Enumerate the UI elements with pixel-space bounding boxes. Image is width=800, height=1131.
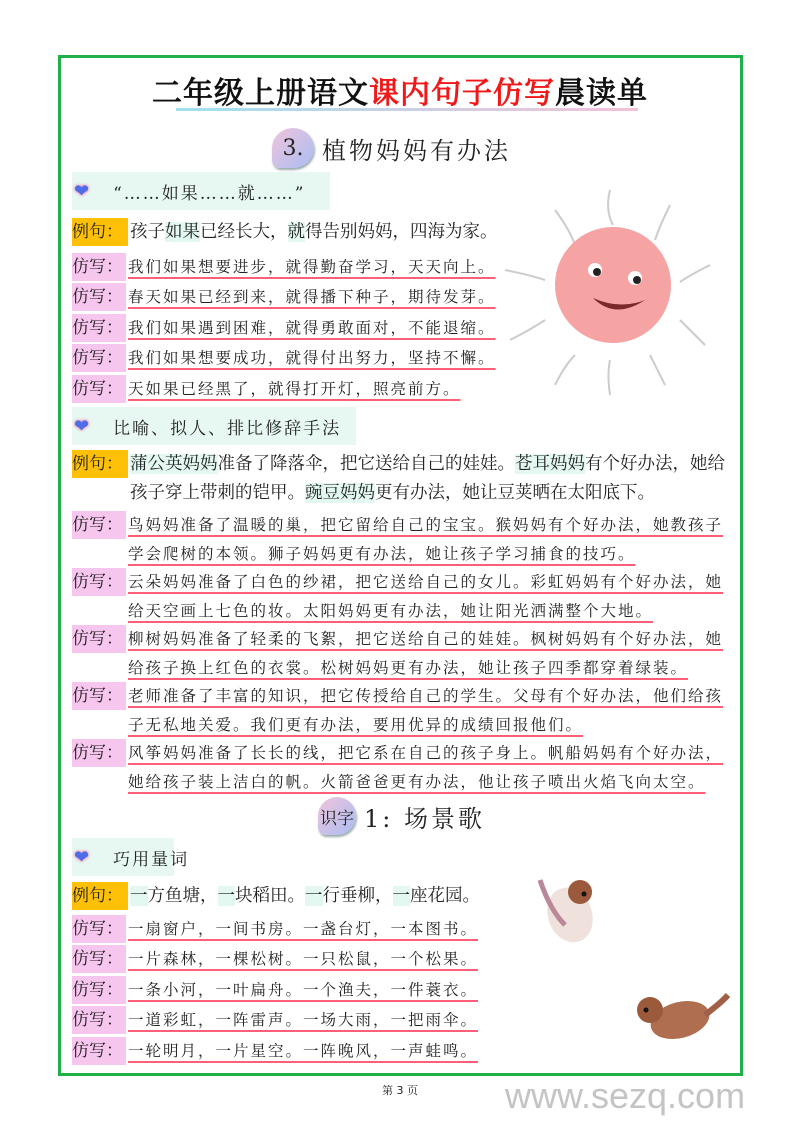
- imitation-row: [72, 945, 732, 974]
- example-row: [72, 218, 732, 247]
- section-heading-text: “……如果……就……”: [113, 183, 306, 204]
- worksheet-content: [72, 172, 732, 1067]
- heart-icon: ❤: [74, 180, 92, 202]
- example-segment: 准备了降落伞，把它送给自己的娃娃。: [217, 454, 515, 474]
- imitation-text: 一片森林，一棵松树。一只松鼠，一个松果。: [128, 950, 479, 968]
- lesson2-name: 1: 场景歌: [364, 804, 485, 833]
- lesson2-heading: [318, 796, 732, 836]
- imitation-text: 我们如果遇到困难，就得勇敢面对，不能退缩。: [128, 318, 496, 337]
- example-segment: 块稻田。: [235, 886, 305, 906]
- lesson-heading: [272, 128, 511, 168]
- imitation-text: 一道彩虹，一阵雷声。一场大雨，一把雨伞。: [128, 1011, 479, 1029]
- example-segment: 苍耳妈妈: [515, 454, 585, 474]
- imitation-text: 一条小河，一叶扁舟。一个渔夫，一件蓑衣。: [128, 980, 479, 999]
- imitation-label: 仿写：: [72, 253, 126, 281]
- page-number: 第 3 页: [382, 1084, 418, 1097]
- section-heading-text: 比喻、拟人、排比修辞手法: [113, 418, 342, 439]
- example-segment: 方鱼塘，: [147, 886, 218, 906]
- imitation-text: 我们如果想要成功，就得付出努力，坚持不懈。: [128, 349, 496, 367]
- example-segment: 座花园。: [410, 886, 480, 906]
- example-segment: 一: [305, 886, 323, 906]
- imitation-row: [72, 314, 732, 343]
- imitation-text: 鸟妈妈准备了温暖的巢，把它留给自己的宝宝。猴妈妈有个好办法，她教孩子学会爬树的本领。狮子妈妈更有办法，她让孩子学习捕食的技巧。: [128, 516, 724, 563]
- watermark: www.sezq.com: [505, 1075, 746, 1116]
- page-title: [0, 68, 800, 112]
- imitation-label: 仿写：: [72, 915, 126, 943]
- imitation-row: [72, 344, 732, 373]
- imitation-row: [72, 1037, 732, 1066]
- imitation-text: 云朵妈妈准备了白色的纱裙，把它送给自己的女儿。彩虹妈妈有个好办法，她给天空画上七色的妆。太阳妈妈更有办法，她让阳光洒满整个大地。: [128, 573, 724, 620]
- imitation-label: 仿写：: [72, 739, 126, 767]
- example-segment: 如果: [165, 222, 200, 242]
- example-segment: 一: [392, 886, 410, 906]
- example-segment: 已经长大，: [200, 222, 288, 242]
- example-segment: 一: [217, 886, 235, 906]
- example-label: 例句：: [72, 218, 128, 246]
- imitation-row: [72, 375, 732, 404]
- imitation-label: 仿写：: [72, 682, 126, 710]
- imitation-text: 一轮明月，一片星空。一阵晚风，一声蛙鸣。: [128, 1041, 479, 1060]
- imitation-text: 春天如果已经到来，就得播下种子，期待发芽。: [128, 288, 496, 306]
- imitation-label: 仿写：: [72, 283, 126, 311]
- section3-heading: [72, 838, 190, 876]
- imitation-row: [72, 682, 732, 739]
- imitation-label: 仿写：: [72, 375, 126, 403]
- section-heading-text: 巧用量词: [113, 849, 190, 870]
- imitation-row: [72, 976, 732, 1005]
- imitation-row: [72, 253, 732, 282]
- title-part2: 课内句子仿写: [369, 76, 555, 111]
- example-segment: 就: [287, 222, 305, 242]
- imitation-label: 仿写：: [72, 568, 126, 596]
- example-segment: 得告别妈妈，四海为家。: [305, 222, 498, 242]
- lesson-number-badge: 3.: [272, 128, 314, 168]
- title-part1: 二年级上册语文: [152, 76, 369, 111]
- imitation-label: 仿写：: [72, 1037, 126, 1065]
- imitation-row: [72, 915, 732, 944]
- lesson-name: 植物妈妈有办法: [322, 136, 511, 165]
- imitation-text: 风筝妈妈准备了长长的线，把它系在自己的孩子身上。帆船妈妈有个好办法，她给孩子装上洁白的帆。火箭爸爸更有办法，他让孩子喷出火焰飞向太空。: [128, 744, 724, 791]
- section1-heading: [72, 172, 330, 210]
- example-text: [130, 450, 730, 507]
- imitation-label: 仿写：: [72, 1006, 126, 1034]
- example-row: [72, 882, 732, 911]
- imitation-text: 我们如果想要进步，就得勤奋学习，天天向上。: [128, 257, 496, 276]
- example-row: [72, 450, 732, 507]
- imitation-text: 一扇窗户，一间书房。一盏台灯，一本图书。: [128, 919, 479, 938]
- imitation-text: 老师准备了丰富的知识，把它传授给自己的学生。父母有个好办法，他们给孩子无私地关爱。我们更有办法，要用优异的成绩回报他们。: [128, 687, 724, 734]
- example-label: 例句：: [72, 450, 128, 478]
- lesson2-badge: 识字: [318, 797, 356, 835]
- example-segment: 豌豆妈妈: [305, 482, 375, 503]
- imitation-row: [72, 1006, 732, 1035]
- imitation-text: 柳树妈妈准备了轻柔的飞絮，把它送给自己的娃娃。枫树妈妈有个好办法，她给孩子换上红色的衣裳。松树妈妈更有办法，她让孩子四季都穿着绿装。: [128, 630, 724, 677]
- example-segment: 更有办法，她让豆荚晒在太阳底下。: [375, 482, 655, 503]
- example-segment: 蒲公英妈妈: [130, 454, 218, 474]
- example-segment: 一: [130, 886, 148, 906]
- imitation-row: [72, 568, 732, 625]
- imitation-row: [72, 625, 732, 682]
- example-label: 例句：: [72, 882, 128, 910]
- imitation-label: 仿写：: [72, 344, 126, 372]
- example-segment: 行垂柳，: [322, 886, 393, 906]
- imitation-text: 天如果已经黑了，就得打开灯，照亮前方。: [128, 379, 461, 398]
- title-part3: 晨读单: [555, 76, 648, 111]
- imitation-label: 仿写：: [72, 511, 126, 539]
- imitation-row: [72, 283, 732, 312]
- imitation-row: [72, 511, 732, 568]
- imitation-label: 仿写：: [72, 314, 126, 342]
- imitation-row: [72, 739, 732, 796]
- imitation-label: 仿写：: [72, 625, 126, 653]
- example-text: [130, 882, 520, 911]
- imitation-label: 仿写：: [72, 976, 126, 1004]
- imitation-label: 仿写：: [72, 945, 126, 973]
- example-segment: 孩子: [130, 222, 165, 242]
- heart-icon: ❤: [74, 415, 92, 437]
- section2-heading: [72, 407, 356, 445]
- example-segment: 有个好办法，她给孩子穿上带刺的铠甲。: [130, 454, 725, 503]
- heart-icon: ❤: [74, 846, 92, 868]
- example-text: [130, 218, 530, 247]
